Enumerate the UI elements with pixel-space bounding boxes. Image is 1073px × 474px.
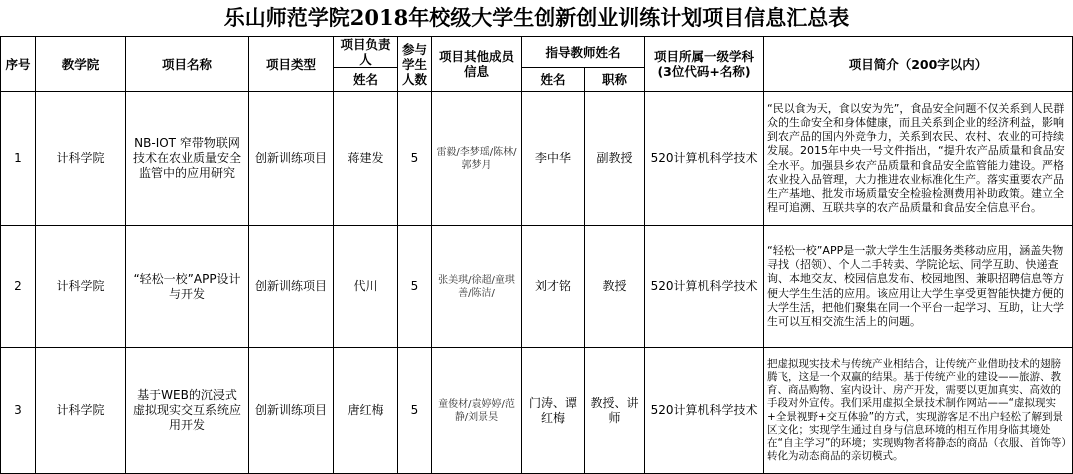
cell-advisor-title: 教授、讲师 [585, 348, 645, 474]
table-row [1, 348, 1073, 474]
header-college: 教学院 [36, 37, 126, 92]
header-advisor-name: 姓名 [522, 68, 585, 92]
cell-leader: 代川 [334, 226, 398, 348]
cell-discipline: 520计算机科学技术 [645, 348, 764, 474]
cell-college: 计科学院 [36, 348, 126, 474]
header-leader: 项目负责人 [334, 37, 398, 68]
header-advisor-title: 职称 [585, 68, 645, 92]
cell-leader: 蒋建发 [334, 92, 398, 226]
cell-advisor-name: 李中华 [522, 92, 585, 226]
cell-intro: 把虚拟现实技术与传统产业相结合，让传统产业借助技术的翅膀腾飞，这是一个双赢的结果。基于传统产业的建设——旅游、教育、商品购物、室内设计、房产开发，需要以更加真实、高效的手段对外宣传。我们采用虚拟全景技术制作网站——“虚拟现实+全景视野+交互体验”的方式，实现游客足不出户轻松了解到景区文化；实现学生通过自身与信息环境的相互作用身临其境处在“自主学习”的环境；实现购物者将静态的商品（衣服、首饰等）转化为动态商品的亲切模式。 [764, 348, 1073, 474]
cell-discipline: 520计算机科学技术 [645, 92, 764, 226]
cell-discipline: 520计算机科学技术 [645, 226, 764, 348]
cell-leader: 唐红梅 [334, 348, 398, 474]
cell-project-name: “轻松一校”APP设计与开发 [126, 226, 249, 348]
cell-college: 计科学院 [36, 226, 126, 348]
cell-project-type: 创新训练项目 [249, 226, 334, 348]
cell-seq: 3 [1, 348, 36, 474]
page-title: 乐山师范学院2018年校级大学生创新创业训练计划项目信息汇总表 [223, 5, 850, 30]
header-members: 项目其他成员信息 [432, 37, 522, 92]
header-seq: 序号 [1, 37, 36, 92]
cell-count: 5 [398, 92, 432, 226]
cell-college: 计科学院 [36, 92, 126, 226]
header-advisor: 指导教师姓名 [522, 37, 645, 68]
cell-project-name: 基于WEB的沉浸式虚拟现实交互系统应用开发 [126, 348, 249, 474]
cell-seq: 2 [1, 226, 36, 348]
cell-project-type: 创新训练项目 [249, 92, 334, 226]
cell-seq: 1 [1, 92, 36, 226]
cell-project-type: 创新训练项目 [249, 348, 334, 474]
cell-count: 5 [398, 226, 432, 348]
project-table [0, 36, 1073, 474]
cell-members: 童俊材/袁婷婷/范静/刘景昊 [432, 348, 522, 474]
cell-advisor-name: 门涛、谭红梅 [522, 348, 585, 474]
cell-advisor-name: 刘才铭 [522, 226, 585, 348]
header-intro: 项目简介（200字以内） [764, 37, 1073, 92]
header-leader-name: 姓名 [334, 68, 398, 92]
header-discipline: 项目所属一级学科(3位代码+名称) [645, 37, 764, 92]
table-row [1, 92, 1073, 226]
cell-count: 5 [398, 348, 432, 474]
header-participant-count: 参与学生人数 [398, 37, 432, 92]
cell-intro: “民以食为天，食以安为先”，食品安全问题不仅关系到人民群众的生命安全和身体健康，而且关系到企业的经济利益，影响到农产品的国内外竞争力，关系到农民、农村、农业的可持续发展。2015年中央一号文件指出，“提升农产品质量和食品安全水平。加强县乡农产品质量和食品安全监管能力建设。严格农业投入品管理，大力推进农业标准化生产。落实重要农产品生产基地、批发市场质量安全检验检测费用补助政策。建立全程可追溯、互联共享的农产品质量和食品安全信息平台。 [764, 92, 1073, 226]
cell-advisor-title: 教授 [585, 226, 645, 348]
header-project-name: 项目名称 [126, 37, 249, 92]
cell-intro: “轻松一校”APP是一款大学生生活服务类移动应用，涵盖失物寻找（招领）、个人二手转卖、学院论坛、同学互助、快递查询、本地交友、校园信息发布、校园地图、兼职招聘信息等方便大学生生活的应用。该应用让大学生享受更智能快捷方便的大学生活，把他们聚集在同一个平台一起学习、互助，让大学生可以互相交流生活上的问题。 [764, 226, 1073, 348]
cell-members: 张美琪/徐超/童琪善/陈洁/ [432, 226, 522, 348]
cell-members: 雷毅/李梦瑶/陈林/郭梦月 [432, 92, 522, 226]
table-row [1, 226, 1073, 348]
header-project-type: 项目类型 [249, 37, 334, 92]
cell-project-name: NB-IOT 窄带物联网技术在农业质量安全监管中的应用研究 [126, 92, 249, 226]
cell-advisor-title: 副教授 [585, 92, 645, 226]
